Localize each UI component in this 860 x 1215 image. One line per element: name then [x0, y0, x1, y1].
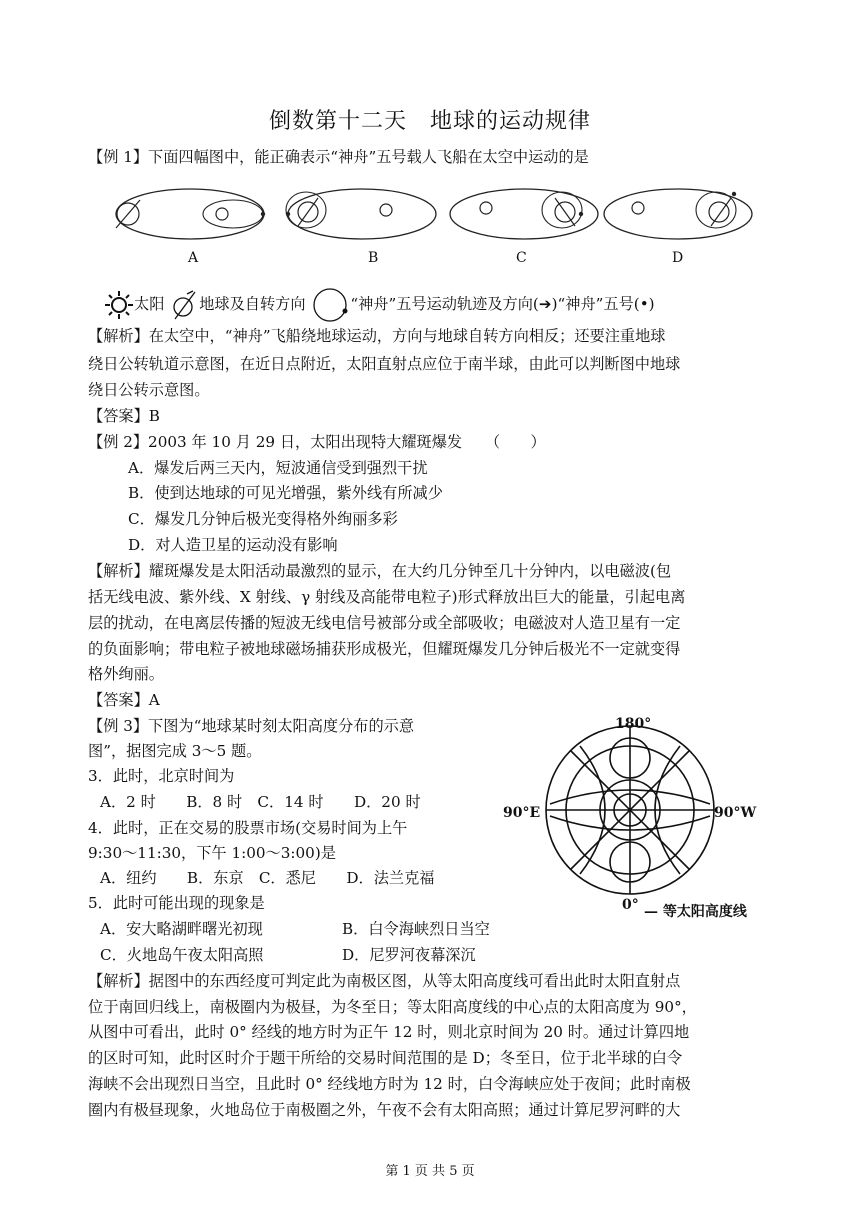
ex2-option-d: D．对人造卫星的运动没有影响 — [128, 536, 338, 554]
ex3-q5-option-d: D．尼罗河夜幕深沉 — [342, 946, 476, 964]
ex3-question-4-line-1: 4．此时，正在交易的股票市场(交易时间为上午 — [88, 819, 408, 837]
ex3-analysis-line-3: 从图中可看出，此时 0° 经线的地方时为正午 12 时，则北京时间为 20 时。通过计算四地 — [88, 1023, 690, 1041]
diagram-legend — [104, 284, 655, 324]
ex3-q5-option-a: A．安大略湖畔曙光初现 — [100, 920, 263, 938]
ex3-analysis-line-2: 位于南回归线上，南极圈内为极昼，为冬至日；等太阳高度线的中心点的太阳高度为 90°， — [88, 998, 697, 1016]
legend-sun-label: 太阳 — [134, 295, 165, 313]
diagram-label-bottom: 0° — [622, 897, 639, 913]
ex1-analysis-line-3: 绕日公转示意图。 — [88, 381, 210, 399]
diagram-label-top: 180° — [615, 716, 652, 732]
diagram-label-right: 90°W — [714, 805, 757, 821]
ex1-analysis-line-2: 绕日公转轨道示意图，在近日点附近，太阳直射点应位于南半球，由此可以判断图中地球 — [88, 355, 681, 373]
ex2-option-b: B．使到达地球的可见光增强，紫外线有所减少 — [128, 484, 443, 502]
orbit-diagram-d — [598, 180, 758, 250]
diagram-legend-isoline: — 等太阳高度线 — [644, 904, 747, 920]
orbit-diagram-c — [444, 180, 604, 250]
ex3-analysis-line-4: 的区时可知，此时区时介于题干所给的交易时间范围的是 D；冬至日，位于北半球的白令 — [88, 1049, 683, 1067]
ex3-intro-line-2: 图”，据图完成 3～5 题。 — [88, 742, 262, 760]
ex3-analysis-line-5: 海峡不会出现烈日当空，且此时 0° 经线地方时为 12 时，白令海峡应处于夜间；此时南极 — [88, 1075, 691, 1093]
orbit-diagram-a — [110, 180, 270, 250]
orbit-track-icon — [310, 285, 350, 325]
ex2-analysis-line-1: 【解析】耀斑爆发是太阳活动最激烈的显示，在大约几分钟至几十分钟内，以电磁波(包 — [88, 562, 672, 580]
diagram-label-left: 90°E — [503, 805, 541, 821]
ex3-intro-line-1: 【例 3】下图为“地球某时刻太阳高度分布的示意 — [88, 717, 415, 735]
ex1-analysis-line-1: 【解析】在太空中，“神舟”飞船绕地球运动，方向与地球自转方向相反；还要注重地球 — [88, 327, 666, 345]
orbit-diagram-b — [282, 180, 442, 250]
example1-question: 【例 1】下面四幅图中，能正确表示“神舟”五号载人飞船在太空中运动的是 — [88, 148, 589, 166]
ex2-option-c: C．爆发几分钟后极光变得格外绚丽多彩 — [128, 510, 398, 528]
ex3-question-4-line-2: 9:30～11:30，下午 1:00～3:00)是 — [88, 844, 336, 862]
ex2-analysis-line-5: 格外绚丽。 — [88, 665, 164, 683]
ex3-q3-options: A．2 时 B．8 时 C．14 时 D．20 时 — [100, 793, 421, 811]
ex3-q4-options: A．纽约 B．东京 C．悉尼 D．法兰克福 — [100, 869, 435, 887]
legend-earth-label: 地球及自转方向 — [199, 295, 306, 313]
ex2-analysis-line-3: 层的扰动，在电离层传播的短波无线电信号被部分或全部吸收；电磁波对人造卫星有一定 — [88, 614, 681, 632]
legend-track-label: “神舟”五号运动轨迹及方向(➔)“神舟”五号(•) — [350, 295, 655, 313]
ex3-q5-option-c: C．火地岛午夜太阳高照 — [100, 946, 264, 964]
option-label-c: C — [516, 250, 527, 266]
option-label-a: A — [188, 250, 199, 266]
page-title: 倒数第十二天 地球的运动规律 — [268, 109, 591, 134]
ex2-analysis-line-4: 的负面影响；带电粒子被地球磁场捕获形成极光，但耀斑爆发几分钟后极光不一定就变得 — [88, 640, 681, 658]
ex3-question-3: 3．此时，北京时间为 — [88, 767, 235, 785]
example2-question: 【例 2】2003 年 10 月 29 日，太阳出现特大耀斑爆发 （ ） — [88, 433, 546, 451]
earth-rotation-icon — [169, 289, 199, 321]
sun-icon — [104, 290, 134, 320]
ex1-answer: 【答案】B — [88, 407, 160, 425]
option-label-b: B — [368, 250, 379, 266]
page-footer: 第 1 页 共 5 页 — [385, 1164, 475, 1179]
ex2-analysis-line-2: 括无线电波、紫外线、X 射线、γ 射线及高能带电粒子)形式释放出巨大的能量，引起电离 — [88, 588, 686, 606]
ex2-answer: 【答案】A — [88, 691, 160, 709]
ex3-q5-option-b: B．白令海峡烈日当空 — [342, 920, 490, 938]
ex3-analysis-line-1: 【解析】据图中的东西经度可判定此为南极区图，从等太阳高度线可看出此时太阳直射点 — [88, 972, 681, 990]
ex2-option-a: A．爆发后两三天内，短波通信受到强烈干扰 — [128, 459, 428, 477]
option-label-d: D — [672, 250, 684, 266]
ex3-analysis-line-6: 圈内有极昼现象，火地岛位于南极圈之外，午夜不会有太阳高照；通过计算尼罗河畔的大 — [88, 1101, 681, 1119]
ex3-question-5: 5．此时可能出现的现象是 — [88, 894, 265, 912]
